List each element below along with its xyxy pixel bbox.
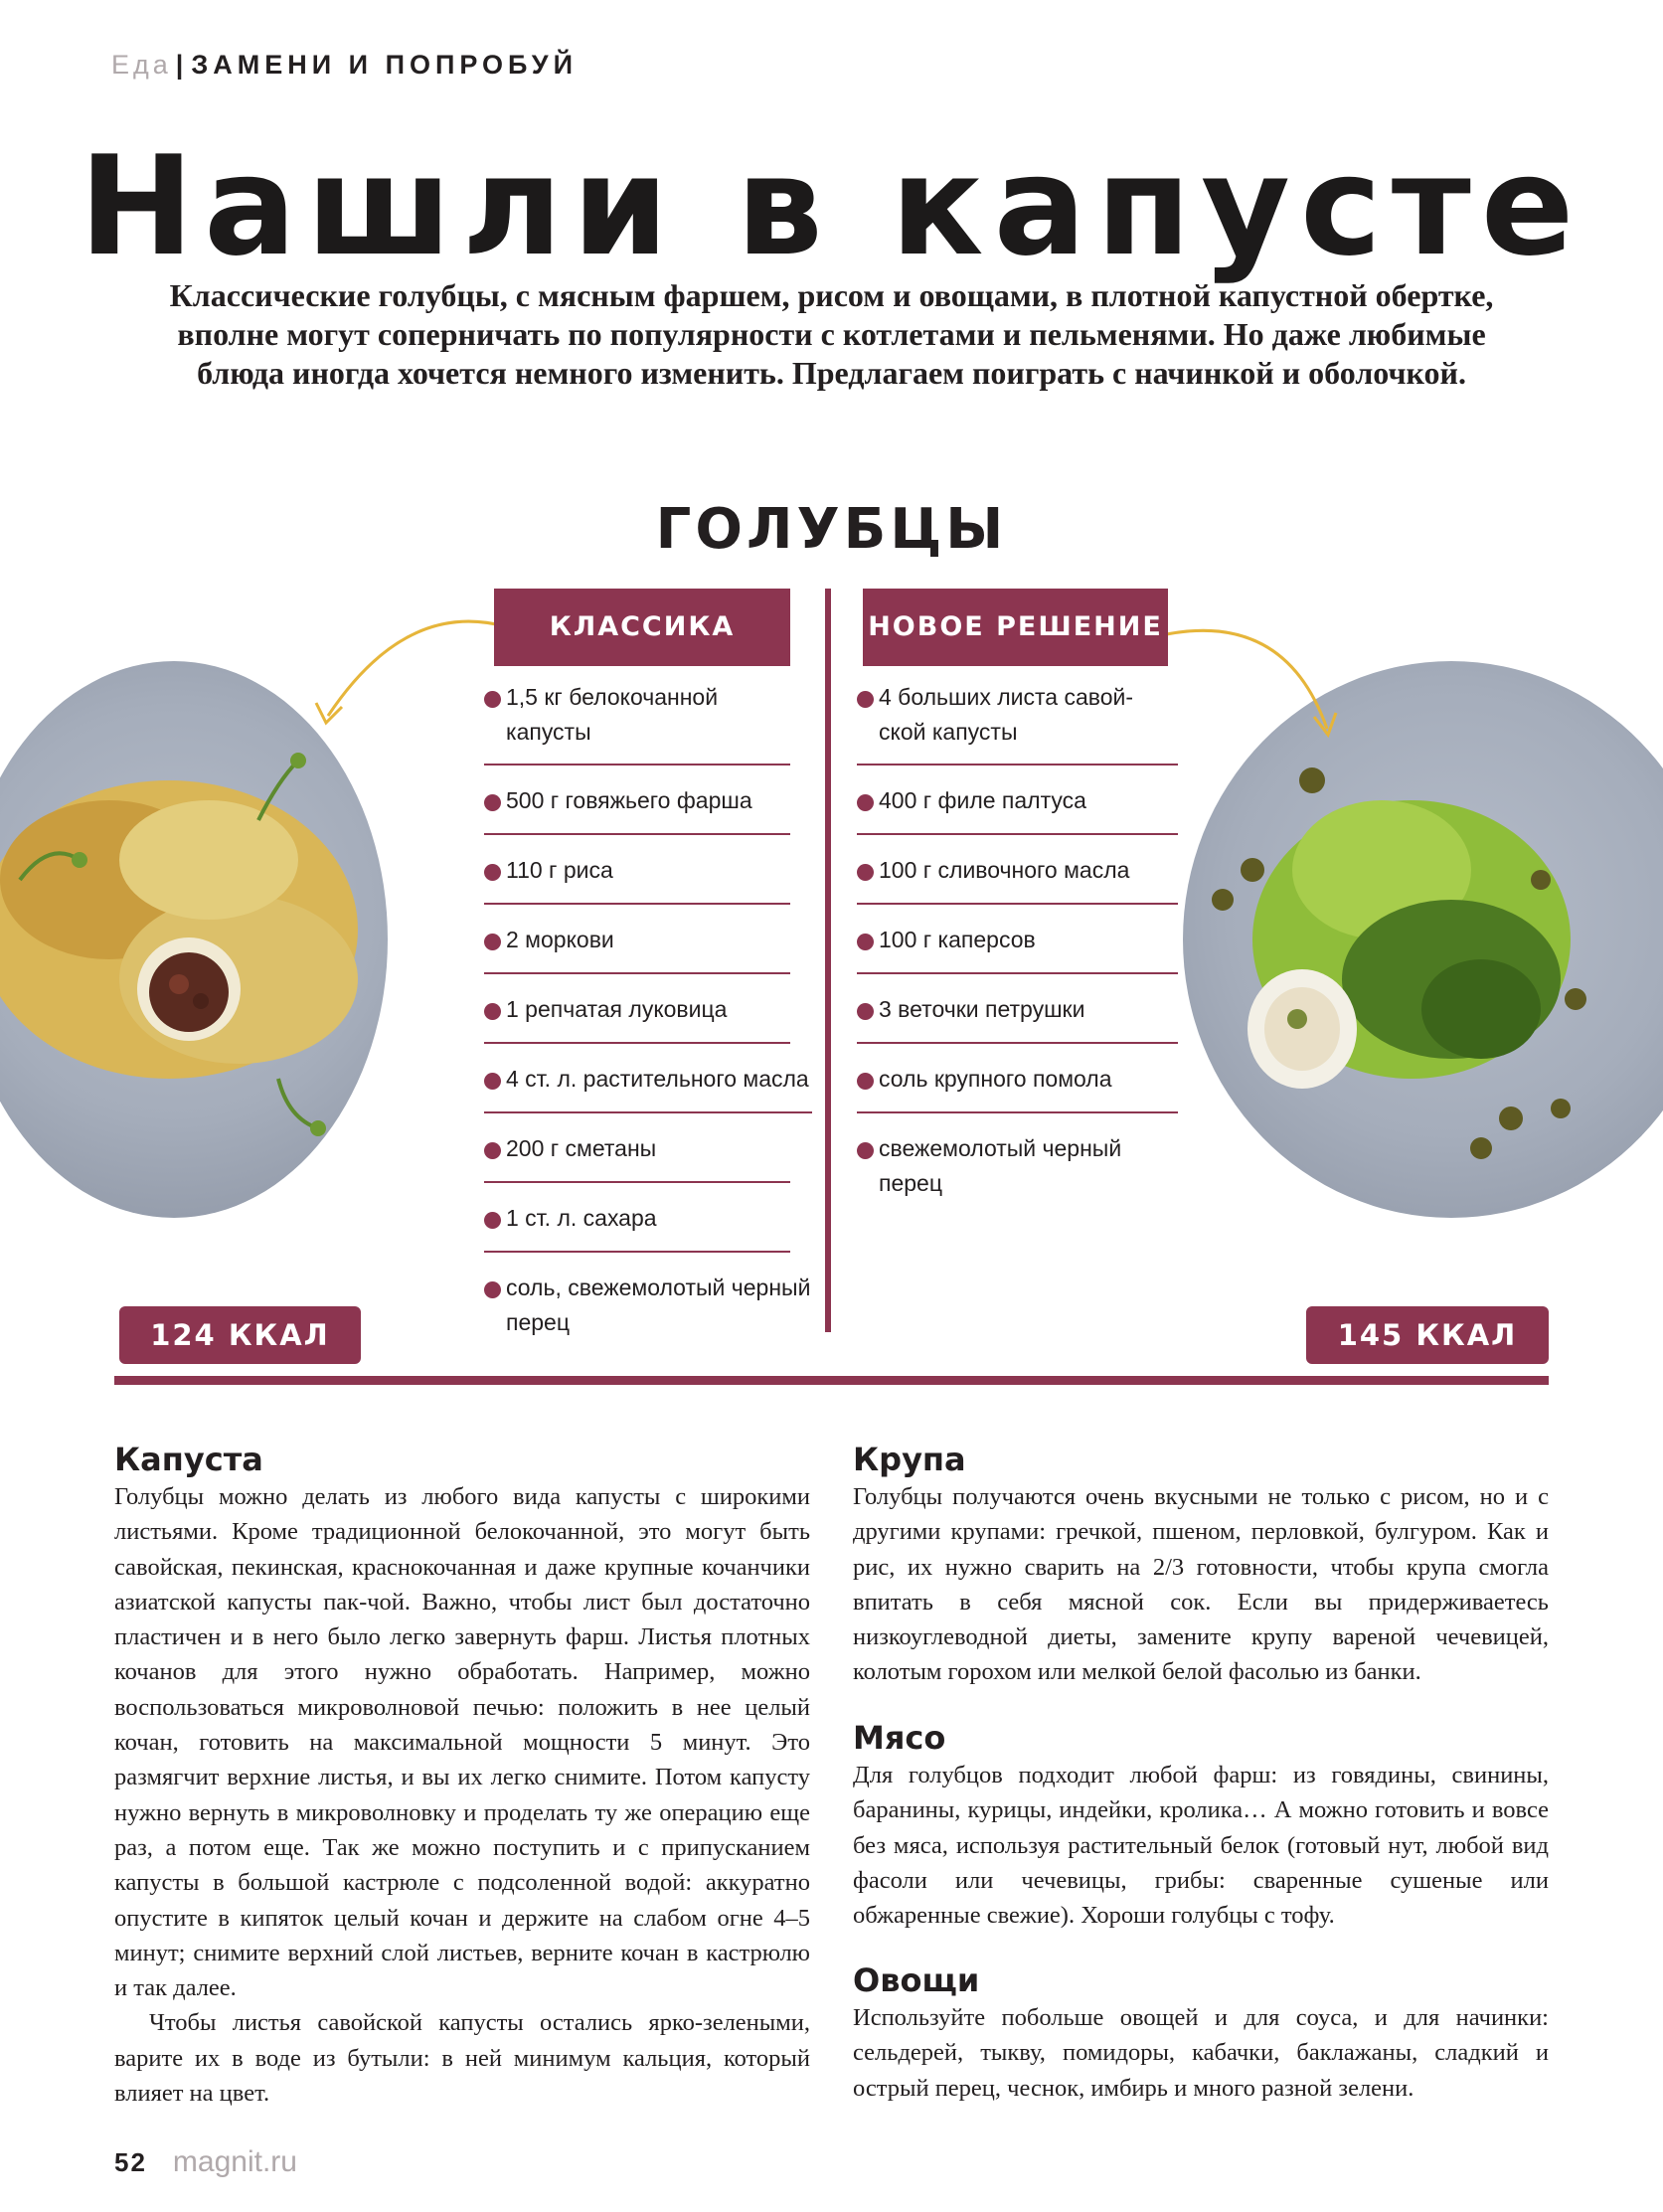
list-item: 4 больших листа савой-ской капусты: [857, 680, 1178, 766]
cabbage-section: [114, 1440, 810, 2111]
new-plate-image: [1183, 661, 1663, 1218]
new-tag: НОВОЕ РЕШЕНИЕ: [863, 589, 1168, 666]
list-item: 400 г филе палтуса: [857, 783, 1178, 835]
bullet-icon: [484, 1003, 501, 1020]
cabbage-heading: Капуста: [114, 1441, 263, 1478]
bullet-icon: [857, 1073, 874, 1090]
section-name: Еда: [111, 50, 172, 80]
meat-heading: Мясо: [853, 1719, 946, 1757]
bullet-icon: [484, 1073, 501, 1090]
bullet-icon: [484, 864, 501, 881]
divider: |: [175, 50, 184, 80]
list-item: 500 г говяжьего фарша: [484, 783, 790, 835]
lead-paragraph: Классические голубцы, с мясным фаршем, рисом и овощами, в плотной капустной обертке, вполне могут соперничать по популярности с котлетами и пельменями. Но даже любимые блюда иногда хочется немного изменить. Предлагаем поиграть с начинкой и оболочкой.: [169, 277, 1494, 391]
bullet-icon: [484, 934, 501, 950]
bullet-icon: [857, 934, 874, 950]
horizontal-rule: [114, 1376, 1549, 1385]
bullet-icon: [857, 794, 874, 811]
grain-section: [853, 1440, 1549, 1690]
page-title: Нашли в капусте: [79, 126, 1584, 286]
list-item: свежемолотый черный перец: [857, 1131, 1178, 1203]
veg-heading: Овощи: [853, 1961, 980, 1999]
meat-text: Для голубцов подходит любой фарш: из говядины, свинины, баранины, курицы, индейки, кролика… А можно готовить и вовсе без мяса, используя растительный белок (готовый нут, любой вид фасоли или чечевицы, грибы: сваренные сушеные или обжаренные свежие). Хороши голубцы с тофу.: [853, 1762, 1549, 1930]
veg-text: Используйте побольше овощей и для соуса, и для начинки: сельдерей, тыкву, помидоры, кабачки, баклажаны, сладкий и острый перец, чеснок, имбирь и много разной зелени.: [853, 2004, 1549, 2102]
list-item: 1 ст. л. сахара: [484, 1201, 790, 1253]
bullet-icon: [484, 691, 501, 708]
bullet-icon: [484, 1212, 501, 1229]
bullet-icon: [484, 1281, 501, 1298]
bullet-icon: [857, 1003, 874, 1020]
dish-title: ГОЛУБЦЫ: [655, 497, 1008, 562]
column-divider: [825, 589, 831, 1332]
site-link[interactable]: magnit.ru: [172, 2145, 297, 2178]
classic-kcal-badge: 124 ККАЛ: [119, 1306, 361, 1364]
section-header: [111, 50, 578, 81]
new-kcal-badge: 145 ККАЛ: [1306, 1306, 1549, 1364]
page-footer: [114, 2145, 297, 2179]
grain-heading: Крупа: [853, 1441, 966, 1478]
bullet-icon: [484, 794, 501, 811]
list-item: 100 г каперсов: [857, 923, 1178, 974]
list-item: соль крупного помола: [857, 1062, 1178, 1113]
bullet-icon: [857, 691, 874, 708]
veg-section: [853, 1960, 1549, 2106]
bullet-icon: [857, 864, 874, 881]
list-item: 200 г сметаны: [484, 1131, 790, 1183]
list-item: 100 г сливочного масла: [857, 853, 1178, 905]
classic-cabbage-rolls-icon: [0, 661, 388, 1218]
list-item: 1 репчатая луковица: [484, 992, 790, 1044]
list-item: 110 г риса: [484, 853, 790, 905]
bullet-icon: [857, 1142, 874, 1159]
list-item: 3 веточки петрушки: [857, 992, 1178, 1044]
meat-section: [853, 1718, 1549, 1933]
cabbage-text: Голубцы можно делать из любого вида капусты с широкими листьями. Кроме традиционной белокочанной, это могут быть савойская, пекинская, краснокочанная и даже крупные кочанчики азиатской капусты пак-чой. Важно, чтобы лист был достаточно пластичен и в него было легко завернуть фарш. Листья плотных кочанов для этого нужно обработать. Например, можно воспользоваться микроволновой печью: положить в нее целый кочан, готовить на максимальной мощности 5 минут. Это размягчит верхние листья, и вы их легко снимите. Потом капусту нужно вернуть в микроволновку и проделать ту же операцию еще раз, а потом еще. Так же можно поступить и с припусканием капусты в большой кастрюле с подсоленной водой: аккуратно опустите в кипяток целый кочан и держите на слабом огне 4–5 минут; снимите верхний слой листьев, верните кочан в кастрюлю и так далее. Чтобы листья савойской капусты остались ярко-зелеными, варите их в воде из бутыли: в ней минимум кальция, который влияет на цвет.: [114, 1483, 810, 2108]
list-item: соль, свежемолотый черный перец: [484, 1271, 812, 1342]
page-number: 52: [114, 2147, 147, 2177]
grain-text: Голубцы получаются очень вкусными не только с рисом, но и с другими крупами: гречкой, пшеном, перловкой, булгуром. Как и рис, их нужно сварить на 2/3 готовности, чтобы крупа смогла впитать в себя мясной сок. Если вы придерживаетесь низкоуглеводной диеты, замените крупу вареной чечевицей, колотым горохом или мелкой белой фасолью из банки.: [853, 1483, 1549, 1686]
list-item: 1,5 кг белокочанной капусты: [484, 680, 790, 766]
classic-tag: КЛАССИКА: [494, 589, 790, 666]
list-item: 4 ст. л. растительного масла: [484, 1062, 812, 1113]
rubric: ЗАМЕНИ И ПОПРОБУЙ: [191, 50, 578, 80]
list-item: 2 моркови: [484, 923, 790, 974]
bullet-icon: [484, 1142, 501, 1159]
classic-plate-image: [0, 661, 388, 1218]
savoy-cabbage-rolls-icon: [1183, 661, 1663, 1218]
